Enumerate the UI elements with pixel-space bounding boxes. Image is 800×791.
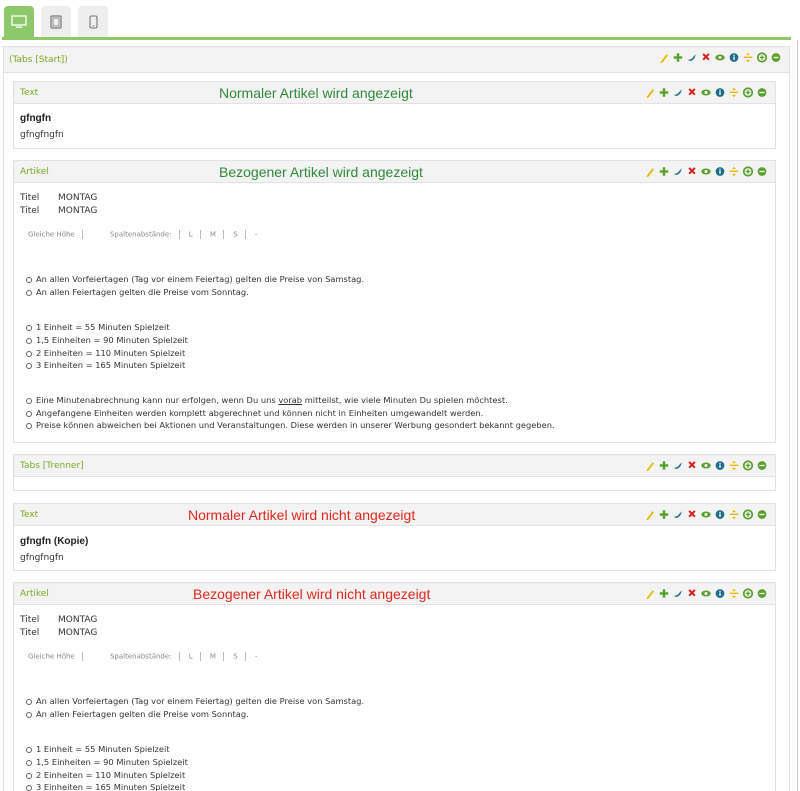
pencil-icon[interactable] <box>645 87 655 98</box>
info-icon[interactable] <box>715 588 725 599</box>
desktop-icon <box>11 15 27 29</box>
tablet-icon <box>50 15 62 29</box>
tablet-view-tab[interactable] <box>41 6 71 37</box>
insert-icon[interactable] <box>729 166 739 177</box>
delete-icon[interactable] <box>687 588 697 599</box>
block-actions <box>645 509 767 520</box>
list-item: An allen Feiertagen gelten die Preise vom Sonntag. <box>36 709 249 719</box>
scroll-edge <box>797 40 798 791</box>
block-label: (Tabs [Start]) <box>9 55 68 65</box>
text-block <box>13 503 776 571</box>
block-label: Tabs [Trenner] <box>20 461 84 471</box>
titel-row: Titel MONTAG <box>20 193 98 203</box>
spacing-none-option[interactable]: - <box>254 230 258 239</box>
add-circle-icon[interactable] <box>743 460 753 471</box>
titel-row: Titel MONTAG <box>20 206 98 216</box>
insert-icon[interactable] <box>729 588 739 599</box>
text-body: gfngfngfn <box>20 553 64 563</box>
tab-underline <box>2 37 791 40</box>
info-icon[interactable] <box>715 87 725 98</box>
block-actions <box>645 87 767 98</box>
list-item: An allen Vorfeiertagen (Tag vor einem Feiertag) gelten die Preise von Samstag. <box>36 696 365 706</box>
insert-icon[interactable] <box>743 52 753 63</box>
titel-row: Titel MONTAG <box>20 615 98 625</box>
column-spacing-label: Spaltenabstände: <box>109 652 172 661</box>
block-label: Artikel <box>20 589 49 599</box>
block-label: Text <box>20 88 39 98</box>
collapse-icon[interactable] <box>757 460 767 471</box>
move-icon[interactable] <box>673 166 683 177</box>
block-actions <box>645 588 767 599</box>
delete-icon[interactable] <box>701 52 711 63</box>
phone-icon <box>89 15 98 29</box>
delete-icon[interactable] <box>687 509 697 520</box>
artikel-block <box>13 582 776 791</box>
insert-icon[interactable] <box>729 509 739 520</box>
list-item: Angefangene Einheiten werden komplett abgerechnet und können nicht in Einheiten umgewandelt werden. <box>36 408 484 418</box>
column-spacing-label: Spaltenabstände: <box>109 230 172 239</box>
collapse-icon[interactable] <box>757 87 767 98</box>
plus-icon[interactable] <box>659 166 669 177</box>
list-item: An allen Vorfeiertagen (Tag vor einem Feiertag) gelten die Preise von Samstag. <box>36 274 365 284</box>
text-body: gfngfngfn <box>20 130 64 140</box>
delete-icon[interactable] <box>687 460 697 471</box>
visibility-icon[interactable] <box>701 460 711 471</box>
info-icon[interactable] <box>715 460 725 471</box>
block-actions <box>659 52 781 63</box>
block-header <box>14 82 775 104</box>
list-item: 1,5 Einheiten = 90 Minuten Spielzeit <box>36 335 188 345</box>
visibility-icon[interactable] <box>701 588 711 599</box>
block-actions <box>645 460 767 471</box>
text-heading: gfngfn <box>20 113 52 124</box>
plus-icon[interactable] <box>673 52 683 63</box>
spacing-m-option[interactable]: M <box>209 652 216 661</box>
tabs-start-header <box>4 47 789 73</box>
visibility-icon[interactable] <box>701 509 711 520</box>
add-circle-icon[interactable] <box>743 509 753 520</box>
desktop-view-tab[interactable] <box>4 6 34 37</box>
phone-view-tab[interactable] <box>78 6 108 37</box>
add-circle-icon[interactable] <box>757 52 767 63</box>
annotation-note: Bezogener Artikel wird angezeigt <box>219 164 423 180</box>
plus-icon[interactable] <box>659 87 669 98</box>
pencil-icon[interactable] <box>659 52 669 63</box>
block-header <box>14 504 775 526</box>
block-actions <box>645 166 767 177</box>
collapse-icon[interactable] <box>757 509 767 520</box>
spacing-m-option[interactable]: M <box>209 230 216 239</box>
spacing-none-option[interactable]: - <box>254 652 258 661</box>
list-item: 1 Einheit = 55 Minuten Spielzeit <box>36 322 170 332</box>
pencil-icon[interactable] <box>645 166 655 177</box>
list-item: 1,5 Einheiten = 90 Minuten Spielzeit <box>36 757 188 767</box>
move-icon[interactable] <box>687 52 697 63</box>
pencil-icon[interactable] <box>645 460 655 471</box>
visibility-icon[interactable] <box>701 166 711 177</box>
info-icon[interactable] <box>715 166 725 177</box>
visibility-icon[interactable] <box>715 52 725 63</box>
collapse-icon[interactable] <box>757 588 767 599</box>
info-icon[interactable] <box>715 509 725 520</box>
layout-options <box>28 652 257 661</box>
list-item: Eine Minutenabrechnung kann nur erfolgen, wenn Du uns vorab mitteilst, wie viele Minuten Du spielen möchtest. <box>36 395 508 405</box>
block-label: Text <box>20 510 39 520</box>
artikel-block <box>13 160 776 443</box>
block-header <box>14 161 775 183</box>
layout-options <box>28 230 257 239</box>
block-header <box>14 583 775 605</box>
annotation-note: Normaler Artikel wird angezeigt <box>219 85 413 101</box>
move-icon[interactable] <box>673 588 683 599</box>
spacing-l-option[interactable]: L <box>188 230 193 239</box>
list-item: 3 Einheiten = 165 Minuten Spielzeit <box>36 782 186 791</box>
visibility-icon[interactable] <box>701 87 711 98</box>
text-heading: gfngfn (Kopie) <box>20 536 89 547</box>
block-label: Artikel <box>20 167 49 177</box>
pencil-icon[interactable] <box>645 509 655 520</box>
spacing-l-option[interactable]: L <box>188 652 193 661</box>
delete-icon[interactable] <box>687 166 697 177</box>
spacing-s-option[interactable]: S <box>233 652 238 661</box>
plus-icon[interactable] <box>659 509 669 520</box>
move-icon[interactable] <box>673 460 683 471</box>
equal-height-option[interactable]: Gleiche Höhe <box>28 652 75 661</box>
insert-icon[interactable] <box>729 460 739 471</box>
list-item: Preise können abweichen bei Aktionen und Veranstaltungen. Diese werden in unserer Werbung gesondert bekannt gegeben. <box>36 420 555 430</box>
annotation-note: Bezogener Artikel wird nicht angezeigt <box>193 586 431 602</box>
insert-icon[interactable] <box>729 87 739 98</box>
move-icon[interactable] <box>673 87 683 98</box>
move-icon[interactable] <box>673 509 683 520</box>
plus-icon[interactable] <box>659 460 669 471</box>
collapse-icon[interactable] <box>757 166 767 177</box>
delete-icon[interactable] <box>687 87 697 98</box>
list-item: 1 Einheit = 55 Minuten Spielzeit <box>36 744 170 754</box>
list-item: An allen Feiertagen gelten die Preise vom Sonntag. <box>36 287 249 297</box>
info-icon[interactable] <box>729 52 739 63</box>
list-item: 2 Einheiten = 110 Minuten Spielzeit <box>36 348 186 358</box>
tabs-separator-block <box>13 454 776 491</box>
add-circle-icon[interactable] <box>743 87 753 98</box>
add-circle-icon[interactable] <box>743 166 753 177</box>
text-block <box>13 81 776 149</box>
equal-height-option[interactable]: Gleiche Höhe <box>28 230 75 239</box>
list-item: 2 Einheiten = 110 Minuten Spielzeit <box>36 770 186 780</box>
list-item: 3 Einheiten = 165 Minuten Spielzeit <box>36 360 186 370</box>
add-circle-icon[interactable] <box>743 588 753 599</box>
annotation-note: Normaler Artikel wird nicht angezeigt <box>188 507 416 523</box>
collapse-icon[interactable] <box>771 52 781 63</box>
device-tabs <box>4 6 108 37</box>
spacing-s-option[interactable]: S <box>233 230 238 239</box>
plus-icon[interactable] <box>659 588 669 599</box>
titel-row: Titel MONTAG <box>20 628 98 638</box>
pencil-icon[interactable] <box>645 588 655 599</box>
block-header <box>14 455 775 477</box>
